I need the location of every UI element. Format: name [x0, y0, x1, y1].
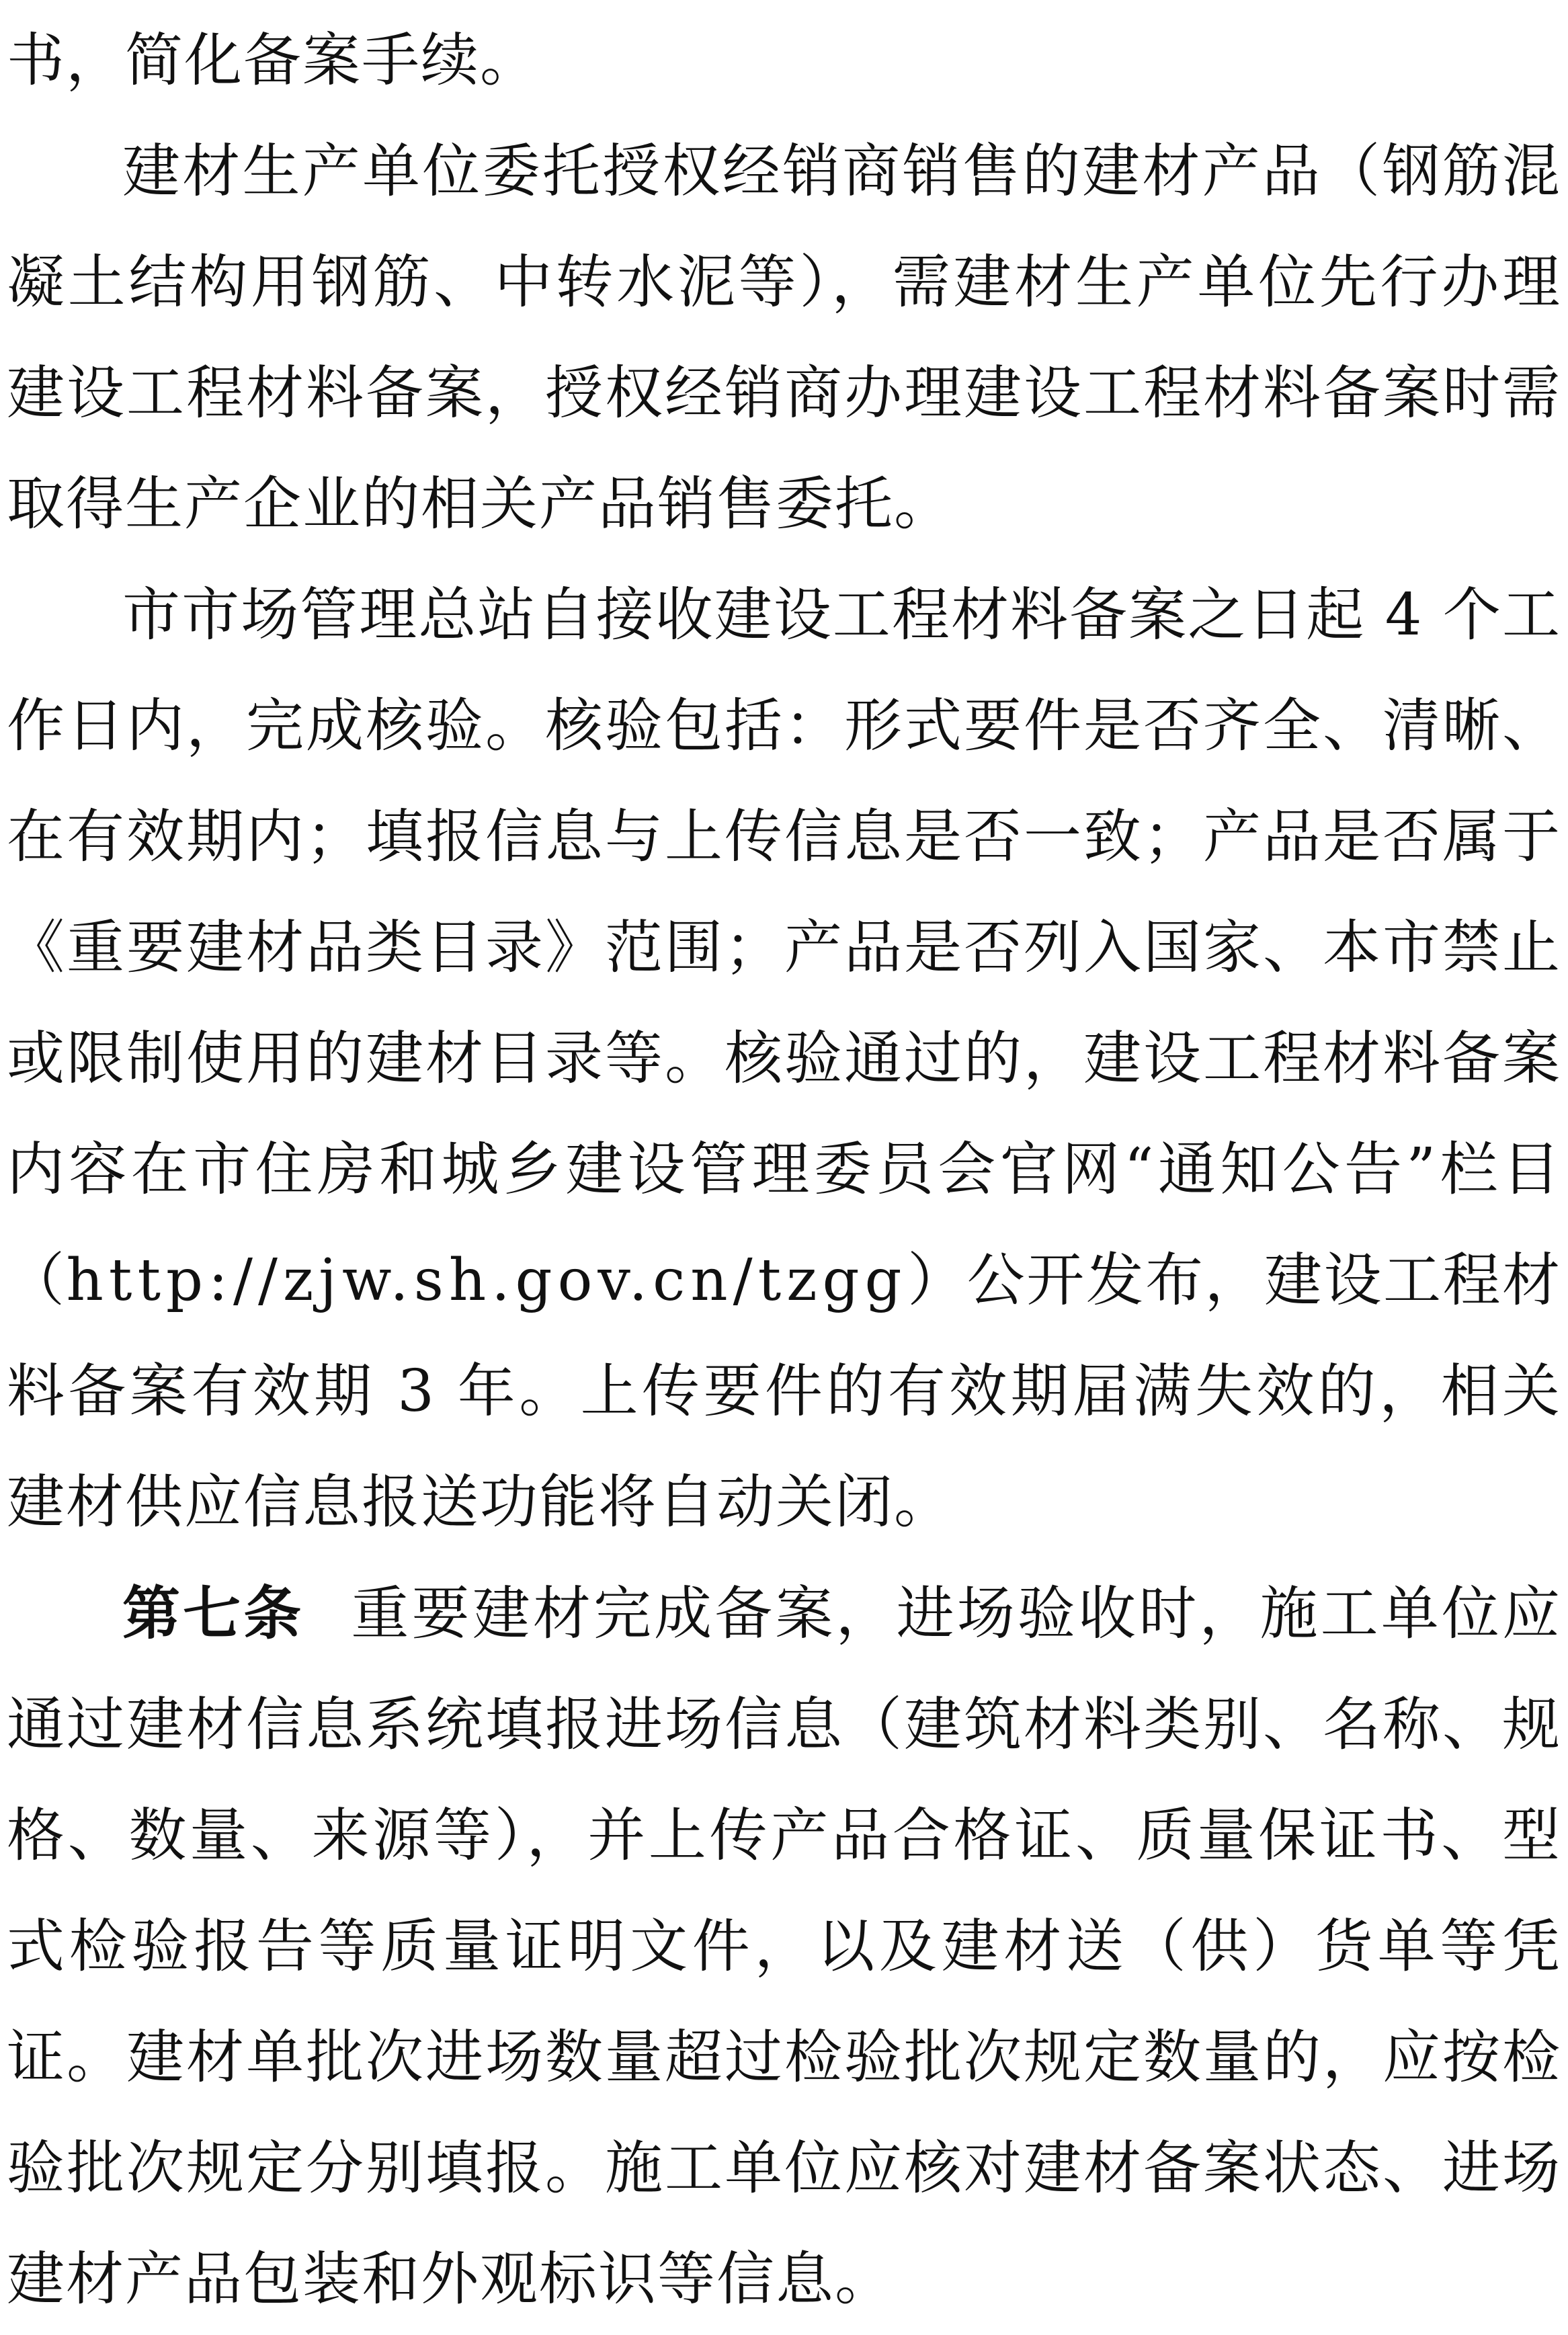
article-body: 重要建材完成备案，进场验收时，施工单位应通过建材信息系统填报进场信息（建筑材料类别、名称、规格、数量、来源等），并上传产品合格证、质量保证书、型式检验报告等质量证明文件，以及建材送（供）货单等凭证。建材单批次进场数量超过检验批次规定数量的，应按检验批次规定分别填报。施工单位应核对建材备案状态、进场建材产品包装和外观标识等信息。 [7, 1580, 1562, 2313]
paragraph-continuation: 书，简化备案手续。 [7, 27, 539, 94]
paragraph-article-seven [7, 1558, 1561, 2335]
paragraph-distributor-authorization: 建材生产单位委托授权经销商销售的建材产品（钢筋混凝土结构用钢筋、中转水泥等），需建材生产单位先行办理建设工程材料备案，授权经销商办理建设工程材料备案时需取得生产企业的相关产品销售委托。 [7, 138, 1561, 538]
document-page [7, 5, 1561, 2335]
verification-text-after-url: ）公开发布，建设工程材料备案有效期 3 年。上传要件的有效期届满失效的，相关建材供应信息报送功能将自动关闭。 [7, 1247, 1562, 1536]
verification-text-before-url: 市市场管理总站自接收建设工程材料备案之日起 4 个工作日内，完成核验。核验包括：形式要件是否齐全、清晰、在有效期内；填报信息与上传信息是否一致；产品是否属于《重要建材品类目录》范围；产品是否列入国家、本市禁止或限制使用的建材目录等。核验通过的，建设工程材料备案内容在市住房和城乡建设管理委员会官网“通知公告”栏目（ [7, 581, 1561, 1314]
article-heading: 第七条 [122, 1580, 304, 1647]
notice-url: http://zjw.sh.gov.cn/tzgg [66, 1247, 907, 1314]
paragraph-verification [7, 560, 1561, 1558]
